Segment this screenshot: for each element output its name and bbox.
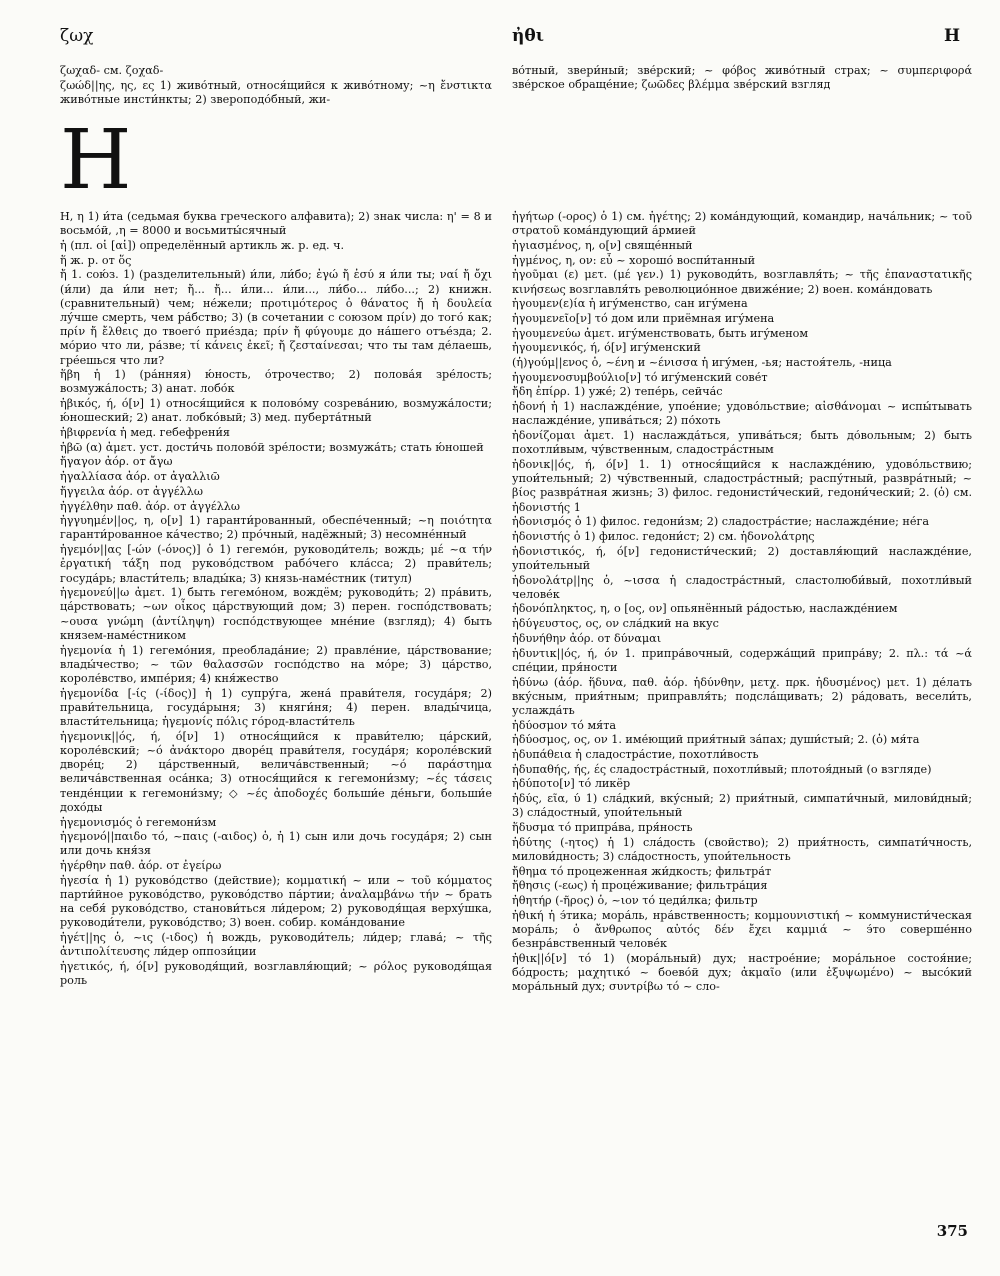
entry: ἡγουμενοσυμβούλιο[ν] τό игу́менский сове́т	[512, 370, 768, 384]
right-column	[512, 210, 972, 995]
entry: ἠθική ἡ э́тика; мора́ль, нра́вственность; κομμουνιστική ~ коммунисти́ческая мора́ль; ὁ ἄνθρωπος αὐτός δέν ἔχει καμμιά ~ э́то соверше́нно безнра́вственный челове́к	[512, 908, 972, 951]
entry: ἡδυπαθής, ής, ές сладостра́стный, похотли́вый; плотоя́дный (о взгляде)	[512, 762, 932, 776]
page-number: 375	[936, 1222, 968, 1240]
entry: ἤγγειλα ἀόρ. от ἀγγέλλω	[60, 484, 203, 498]
entry: ἡγεμονία ἡ 1) гегемо́ния, преоблада́ние; 2) правле́ние, ца́рствование; влады́чество; ~ τῶν θαλασσῶν госпо́дство на мо́ре; 3) ца́рство, короле́вство, импе́рия; 4) кня́жество	[60, 643, 492, 685]
top-left-column	[60, 64, 492, 108]
entry: ἡδύς, εῖα, ύ 1) сла́дкий, вку́сный; 2) прия́тный, симпати́чный, милови́дный; 3) сла́достный, упои́тельный	[512, 792, 972, 820]
entry: ἡδύοσμον τό мя́та	[512, 718, 617, 732]
entry: ἡδύοσμος, ος, ον 1. име́ющий прия́тный за́пах; души́стый; 2. (ὁ) мя́та	[512, 733, 920, 747]
entry: ἡδύποτο[ν] τό ликёр	[512, 777, 631, 791]
entry: ἠθικ||ό[ν] τό 1) (мора́льный) дух; настрое́ние; мора́льное состоя́ние; бо́дрость; μαχητικό ~ боево́й дух; ἀκμαῖο (или ἐξυψωμένο) ~ высо́кий мора́льный дух; συντρίβω τό ~ сло-	[512, 951, 972, 994]
entry: ἤ 1. сою́з. 1) (разделительный) и́ли, ли́бо; ἐγώ ἤ ἐσύ я и́ли ты; ναί ἤ ὄχι (и́ли) да и́ли нет; ἤ... ἤ... и́ли... и́ли..., ли́бо... ли́бо...; 2) книжн. (сравнительный) чем; не́жели; προτιμότερος ὁ θάνατος ἤ ἡ δουλεία лу́чше смерть, чем ра́бство; 3) (в сочетании с союзом πρίν) до того́ как; πρίν ἤ ἔλθεις до твоего́ прие́зда; πρίν ἤ φύγουμε до на́шего отъе́зда; 2. мо́рио что ли, ра́зве; τί κάνεις ἐκεῖ; ἤ ζεσταίνεσαι; что ты там де́лаешь, гре́ешься что ли?	[60, 268, 492, 367]
entry: ἡβιφρενία ἡ мед. гебефрени́я	[60, 426, 230, 440]
entry: ἤθησις (-εως) ἡ проце́живание; фильтра́ция	[512, 879, 768, 893]
entry: ἡδύτης (-ητος) ἡ 1) сла́дость (свойство); 2) прия́тность, симпати́чность, милови́дность; 3) сла́достность, упои́тельность	[512, 835, 972, 863]
entry: ἡγουμεν(ε)ία ἡ игу́менство, сан игу́мена	[512, 297, 748, 311]
entry: ἡδυπάθεια ἡ сладостра́стие, похотли́вость	[512, 748, 759, 762]
entry: ἡβικός, ή, ό[ν] 1) относя́щийся к полово́му созрева́нию, возмужа́лости; ю́ношеский; 2) анат. лобко́вый; 3) мед. пуберта́тный	[60, 397, 492, 425]
entry: ἥδυσμα τό припра́ва, пря́ность	[512, 821, 693, 835]
entry: ἠθητήρ (-ῆρος) ὁ, ~ιον τό цеди́лка; фильтр	[512, 894, 758, 908]
entry: ἡγουμενεῖο[ν] τό дом или приёмная игу́мена	[512, 311, 775, 325]
entry: ἡδονικ||ός, ή, ό[ν] 1. 1) относя́щийся к наслажде́нию, удово́льствию; упои́тельный; 2) чу́вственный, сладостра́стный; распу́тный, развра́тный; ~ βίος развра́тная жизнь; 3) филос. гедонисти́ческий, гедони́ческий; 2. (ὁ) см. ἡδονιστής 1	[512, 457, 972, 514]
entry: (ἡ)γούμ||ενος ὁ, ~ένη и ~ένισσα ἡ игу́мен, -ья; настоя́тель, -ница	[512, 356, 892, 370]
entry: ζωχαδ- см. ζοχαδ-	[60, 64, 164, 77]
entry: ἡδονίζομαι ἀμετ. 1) наслажда́ться, упива́ться; быть до́вольным; 2) быть похотли́вым, чу́вственным, сладостра́стным	[512, 429, 972, 457]
entry: ἡδονισμός ὁ 1) филос. гедони́зм; 2) сладостра́стие; наслажде́ние; не́га	[512, 515, 930, 529]
entry: ἡγουμενεύω ἀμετ. игу́менствовать, быть игу́меном	[512, 326, 809, 340]
left-guide-word: ζωχ	[60, 26, 94, 46]
entry: ἠγαλλίασα ἀόρ. от ἀγαλλιῶ	[60, 470, 220, 484]
entry: ἥ ж. р. от ὅς	[60, 253, 132, 267]
entry: ἡδύνω (ἀόρ. ἥδυνα, παθ. ἀόρ. ἡδύνθην, μετχ. πρκ. ἡδυσμένος) μετ. 1) де́лать вку́сным, прия́тным; приправля́ть; подсла́щивать; 2) ра́довать, весели́ть, услажда́ть	[512, 675, 972, 717]
entry: ἥβη ἡ 1) (ра́нняя) ю́ность, о́трочество; 2) полова́я зре́лость; возмужа́лость; 3) анат. лобо́к	[60, 368, 492, 396]
center-guide-word: ἠθι	[512, 26, 544, 46]
entry: ἡγεμονό||παιδο τό, ~παις (-αιδος) ὁ, ἡ 1) сын или дочь госуда́ря; 2) сын или дочь кня́зя	[60, 830, 492, 858]
entry: ἤγαγον ἀόρ. от ἄγω	[60, 455, 173, 469]
entry: ἡγεμονίδα [-ίς (-ίδος)] ἡ 1) супру́га, жена́ прави́теля, госуда́ря; 2) прави́тельница, госуда́рыня; 3) княги́ня; 4) перен. влады́чица, власти́тельница; ἡγεμονίς πόλις го́род-власти́тель	[60, 686, 492, 729]
entry: ἤδη ἐπίρρ. 1) уже́; 2) тепе́рь, сейча́с	[512, 385, 723, 399]
entry: ἠγμένος, η, ον: εὖ ~ хорошо́ воспи́танный	[512, 253, 756, 267]
section-letter: Η	[943, 26, 960, 46]
big-initial-letter: Η	[60, 113, 132, 208]
entry: ἡγήτωρ (-ορος) ὁ 1) см. ἡγέτης; 2) кома́ндующий, командир, нача́льник; ~ τοῦ στρατοῦ кома́ндующий а́рмией	[512, 210, 972, 238]
entry: ἠγγέλθην παθ. ἀόρ. от ἀγγέλλω	[60, 499, 240, 513]
entry: ἡγεμονεύ||ω ἀμετ. 1) быть гегемо́ном, вождём; руководи́ть; 2) пра́вить, ца́рствовать; ~ων οἶκος ца́рствующий дом; 3) перен. госпо́дствовать; ~ουσα γνώμη (ἀντίληψη) госпо́дствующее мне́ние (взгляд); 4) быть князем-наме́стником	[60, 586, 492, 642]
entry: ἡδονή ἡ 1) наслажде́ние, упое́ние; удово́льствие; αἰσθάνομαι ~ испы́тывать наслажде́ние, упива́ться; 2) по́хоть	[512, 400, 972, 428]
entry: ἡγουμενικός, ή, ό[ν] игу́менский	[512, 341, 701, 355]
top-right-column	[512, 64, 972, 93]
entry: ἡγοῦμαι (ε) μετ. (μέ γεν.) 1) руководи́ть, возглавля́ть; ~ τῆς ἐπαναστατικῆς κινήσεως возглавля́ть революцио́нное движе́ние; 2) воен. кома́ндовать	[512, 268, 972, 296]
entry: ἡδυντικ||ός, ή, όν 1. припра́вочный, содержа́щий припра́ву; 2. πλ.: τά ~ά спе́ции, пря́ности	[512, 646, 972, 674]
entry: ἡδονόπληκτος, η, ο [ος, ον] опьянённый ра́достью, наслажде́нием	[512, 602, 898, 616]
entry: ζωώδ||ης, ης, ες 1) живо́тный, относя́щийся к живо́тному; ~η ἔνστικτα живо́тные инсти́нкты; 2) звероподо́бный, жи-	[60, 78, 492, 106]
entry: ἡ (пл. οἱ [αἱ]) определённый артикль ж. р. ед. ч.	[60, 238, 345, 252]
entry: во́тный, звери́ный; зве́рский; ~ φόβος живо́тный страх; ~ συμπεριφορά зве́рское обраще́ние; ζωῶδες βλέμμα зве́рский взгляд	[512, 64, 972, 92]
entry: ἡγετικός, ή, ό[ν] руководя́щий, возглавля́ющий; ~ ρόλος руководя́щая роль	[60, 960, 492, 988]
left-column	[60, 210, 492, 989]
entry: ἡδονολάτρ||ης ὁ, ~ισσα ἡ сладостра́стный, сластолюби́вый, похотли́вый челове́к	[512, 573, 972, 601]
entry: ἠγέρθην παθ. ἀόρ. от ἐγείρω	[60, 859, 222, 873]
entry: ἡγεσία ἡ 1) руково́дство (действие); κομματική ~ или ~ τοῦ κόμματος парти́йное руково́дство, руково́дство па́ртии; ἀναλαμβάνω τήν ~ брать на себя́ руково́дство, станови́ться ли́дером; 2) руководя́щая верху́шка, руководи́тели, руково́дство; 3) воен. собир. кома́ндование	[60, 873, 492, 930]
entry: ἡδονιστής ὁ 1) филос. гедони́ст; 2) см. ἡδονολάτρης	[512, 529, 815, 543]
entry: ἡγέτ||ης ὁ, ~ις (-ιδος) ἡ вождь, руководи́тель; ли́дер; глава́; ~ τῆς ἀντιπολίτευσης ли́дер оппози́ции	[60, 931, 492, 959]
entry: ἡγεμόν||ας [-ών (-όνος)] ὁ 1) гегемо́н, руководи́тель; вождь; μέ ~α τήν ἐργατική τάξη под руково́дством рабо́чего кла́сса; 2) прави́тель; госуда́рь; власти́тель; влады́ка; 3) князь-наме́стник (титул)	[60, 543, 492, 585]
entry: ἤθημα τό процеженная жи́дкость; фильтра́т	[512, 864, 772, 878]
entry: ἡβῶ (α) ἀμετ. уст. дости́чь полово́й зре́лости; возмужа́ть; стать ю́ношей	[60, 440, 484, 454]
entry: ἡγεμονισμός ὁ гегемони́зм	[60, 815, 217, 829]
entry: ἡγιασμένος, η, ο[ν] свяще́нный	[512, 238, 693, 252]
entry: ἡδονιστικός, ή, ό[ν] гедонисти́ческий; 2) доставля́ющий наслажде́ние, упои́тельный	[512, 544, 972, 572]
entry: Η, η 1) и́та (седьмая буква греческого алфавита); 2) знак числа: η' = 8 и восьмо́й, ,η = 8000 и восьмиты́сячный	[60, 210, 492, 238]
entry: ἠγγυημέν||ος, η, ο[ν] 1) гаранти́рованный, обеспе́ченный; ~η ποιότητα гаранти́рованное ка́чество; 2) про́чный, надёжный; 3) несомне́нный	[60, 514, 492, 542]
entry: ἡγεμονικ||ός, ή, ό[ν] 1) относя́щийся к прави́телю; ца́рский, короле́вский; ~ό ἀνάκτορο дворе́ц прави́теля, госуда́ря; короле́вский дворе́ц; 2) ца́рственный, велича́вственный; ~ό παράστημα велича́вственная оса́нка; 3) относя́щийся к гегемони́зму; ~ές τάσεις тенде́нции к гегемони́зму; ◇ ~ές ἀποδοχές больши́е де́ньги, больши́е дохо́ды	[60, 729, 492, 814]
entry: ἡδύγευστος, ος, ον сла́дкий на вкус	[512, 617, 719, 631]
entry: ἠδυνήθην ἀόρ. от δύναμαι	[512, 631, 662, 645]
